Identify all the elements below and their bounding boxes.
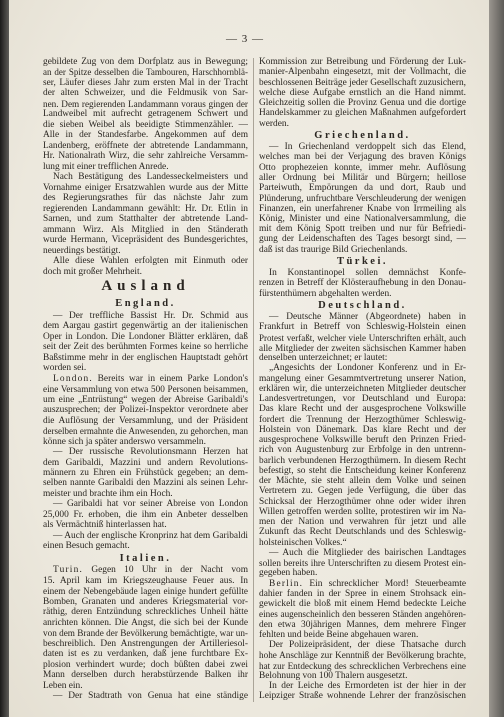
text-line: Plünderung, unfruchtbare Verschleuderung der wenigen (259, 193, 466, 204)
text-line: denselben unterzeichnet; er lautet: (259, 353, 388, 364)
text-line: sollen bereits ihre Unterschriften zu diesem Protest ein- (259, 558, 466, 569)
text-line: Protest verfaßt, welcher viele Unterschriften erhält, auch (259, 332, 466, 343)
text-line: beschlossenen Beiträge jeder Gesellschaft zuzusichern, (259, 77, 466, 88)
text-line: Schicksal der Herzogthümer ohne oder wider ihren (259, 496, 466, 507)
dateline: Turin. (53, 565, 84, 576)
text-line: beschreiblich. Den Anstrengungen der Artilleriesol- (43, 638, 248, 649)
text-line: Otto prophezeien konnte, immer mehr. Auflösung (259, 162, 466, 173)
text-line: werden. (259, 118, 289, 129)
text-line: ser, Läufer dieses Jahr zum ersten Mal in der Tracht (43, 77, 248, 88)
text-line: seit der Zeit des berühmten Formes keine so herrliche (43, 342, 248, 353)
text-line: Belohnung von 100 Thalern ausgesetzt. (259, 670, 408, 681)
article-paragraph (259, 268, 466, 299)
text-line: renzen in Betreff der Klösteraufhebung in den Donau- (259, 278, 466, 289)
text-line: Leipziger Straße wohnende Lehrer der französischen (259, 691, 466, 702)
text-line: König, Minister und eine Nationalversammlung, die (259, 213, 466, 224)
text-line: alle Mitglieder der zweiten sächsischen Kammer haben (259, 342, 466, 353)
article-paragraph (43, 172, 248, 256)
text-line: mit dem König Spott treiben und nur für Befriedi- (259, 224, 466, 235)
text-line (43, 565, 248, 575)
text-line: könne sich ja später anderswo versammeln. (43, 436, 206, 447)
text-line: befestigt, so steht die Entscheidung keiner Konferenz (259, 465, 466, 476)
text-line: fordert die Trennung der Herzogthümer Schleswig- (259, 414, 466, 425)
text-line: — Deutsche Männer (Abgeordnete) haben in (269, 312, 466, 323)
text-line: meister und brachte ihm ein Hoch. (43, 488, 173, 499)
text-line: den etwa 30jährigen Mannes, dem mehrere Finger (259, 619, 466, 630)
text-line: — Der russische Revolutionsmann Herzen hat (53, 447, 248, 458)
text-line: an der Spitze desselben die Tambouren, Harschhornblä- (43, 67, 248, 78)
article-paragraph (43, 691, 248, 701)
text-line: nen. Dem regierenden Landammann voraus gingen der (43, 98, 248, 109)
text-line: Sarnen, und zum Statthalter der abtretende Land- (43, 214, 248, 225)
column-rule (253, 58, 254, 702)
text-line: der Mächte, sie steht allein dem Volke und seinen (259, 476, 466, 487)
article-paragraph (259, 142, 466, 255)
right-column (259, 57, 466, 702)
text-line: doch mit großer Mehrheit. (43, 266, 142, 277)
text-line: die sieben Weibel als beeidigte Stimmenzähler. — (43, 119, 248, 130)
text-line: Mann derselben durch herabstürzende Balken ihr (43, 670, 248, 681)
article-paragraph (43, 57, 248, 172)
text-line: In der Leiche des Ermordeten ist der hier in der (269, 681, 466, 692)
text-line: manier-Alpenbahn eingesetzt, mit der Vollmacht, die (259, 67, 466, 78)
text-line: Landweibel mit aufrecht getragenem Schwert und (43, 109, 248, 120)
text-line: eine Versammlung von etwa 500 Personen beisammen, (43, 384, 248, 395)
article-paragraph (259, 579, 466, 641)
text-line: — Auch die Mitglieder des bairischen Landtages (269, 547, 466, 558)
line-text: Gegen 10 Uhr in der Nacht vom (91, 565, 248, 576)
text-line (259, 579, 466, 589)
text-line: Vertretern zu. Gegen jede Verfügung, die über das (259, 486, 466, 497)
article-paragraph (43, 565, 248, 691)
text-line: einem der Nebengebäude lagen einige hundert gefüllte (43, 586, 248, 597)
text-line: Nach Bestätigung des Landesseckelmeisters und (53, 172, 248, 183)
text-line: Bomben, Granaten und anderes Kriegsmaterial vor- (43, 596, 248, 607)
article-paragraph (259, 363, 466, 548)
text-line: welche diese Aufgabe ernstlich an die Hand nimmt. (259, 87, 466, 98)
scan-edge-left (0, 0, 9, 717)
text-line: — Der treffliche Bassist Hr. Dr. Schmid aus (53, 310, 248, 321)
text-line: Der Polizeipräsident, der diese Thatsache durch (269, 640, 466, 651)
text-line: plosion verhindert wurde; doch büßten dabei zwei (43, 659, 248, 670)
text-line: Willen getroffen werden sollte, protestiren wir im Na- (259, 506, 466, 517)
article-paragraph (259, 640, 466, 681)
text-line: gewickelt die bloß mit einem Hemd bedeckte Leiche (259, 599, 466, 610)
text-line: gebildete Zug von dem Dorfplatz aus in Bewegung; (43, 57, 248, 67)
article-paragraph (43, 447, 248, 499)
article-paragraph (259, 548, 466, 579)
text-line (43, 374, 248, 384)
text-line: regierenden Landammann gewählt: Hr. Dr. Etlin in (43, 203, 248, 214)
text-line: daß ist das traurige Bild Griechenlands. (259, 244, 408, 255)
text-line: als Vermächtniß hinterlassen hat. (43, 520, 167, 531)
dateline: Berlin. (269, 578, 304, 589)
text-line: dem Aargau gastirt gegenwärtig an der italienischen (43, 321, 248, 332)
text-line: gung der Leidenschaften des Tages besorgt sind, — (259, 234, 466, 245)
text-line: Landenberg, eröffnete der abtretende Landammann, (43, 140, 248, 151)
text-line: worden sei. (43, 363, 87, 374)
text-line: Landesvertretungen, vor Deutschland und Europa: (259, 394, 466, 405)
text-line: Kommission zur Betreibung und Förderung der Luk- (259, 57, 466, 67)
scan-edge-right (489, 0, 504, 717)
text-line: Hr. Nationalrath Wirz, die sehr zahlreiche Versamm- (43, 151, 248, 162)
text-line: — Auch der englische Kronprinz hat dem Garibaldi (53, 530, 248, 541)
text-line: die Auflösung der Versammlung, und der Präsident (43, 415, 248, 426)
text-line: räthig, deren Entzündung schreckliches Unheil hätte (43, 607, 248, 618)
article-paragraph (43, 374, 248, 447)
text-line: derselben ermahnte die Anwesenden, zu gehorchen, man (43, 426, 248, 437)
text-line: In Konstantinopel sollen demnächst Konfe- (269, 268, 466, 279)
text-line: gegeben haben. (259, 568, 318, 579)
text-line: Baßstimme mehr in der englischen Hauptstadt gehört (43, 352, 248, 363)
article-paragraph (259, 57, 466, 129)
text-line: ausgesprochene Volkswille beruft den Prinzen Fried- (259, 435, 466, 446)
text-line: einen Besuch gemacht. (43, 541, 130, 552)
text-line: mangelung einer Gesammtvertretung unserer Nation, (259, 373, 466, 384)
article-paragraph (259, 681, 466, 702)
text-line: um eine „Entrüstung“ wegen der Abreise Garibaldi's (43, 394, 248, 405)
text-line: — In Griechenland verdoppelt sich das Elend, (269, 142, 466, 153)
text-line: Handelskammer zu gleichen Maßnahmen aufgefordert (259, 108, 466, 119)
country-heading: Griechenland. (314, 129, 411, 141)
text-line: Frankfurt in Betreff von Schleswig-Holstein einen (259, 322, 466, 333)
country-heading: Italien. (119, 552, 172, 564)
text-line: von dem Brande der Bevölkerung bemächtigte, war un- (43, 628, 248, 639)
text-line: hohe Anschläge zur Kenntniß der Bevölkerung brachte, (259, 650, 466, 661)
text-line: erklären wir, die unterzeichneten Mitglieder deutscher (259, 383, 466, 394)
text-line: Oper in London. Die Londoner Blätter erklären, daß (43, 331, 248, 342)
text-line: „Angesichts der Londoner Konferenz und in Er- (269, 363, 466, 374)
article-paragraph (259, 312, 466, 363)
text-line: auszusprechen; der Polizei-Inspektor verordnete aber (43, 405, 248, 416)
left-column (43, 57, 248, 702)
text-line: 25,000 Fr. erhoben, die ihm ein Anbeter desselben (43, 509, 248, 520)
text-line: rich von Augustenburg zur Erbfolge in den untrenn- (259, 445, 466, 456)
text-line: Holstein von Dänemark. Das klare Recht und der (259, 424, 466, 435)
text-line: men der Nation und verwahren für jetzt und alle (259, 517, 466, 528)
text-line: dem Garibaldi, Mazzini und andern Revolutions- (43, 457, 248, 468)
text-line: Alle diese Wahlen erfolgten mit Einmuth oder (53, 256, 248, 267)
country-heading: Deutschland. (318, 299, 407, 311)
dateline: London. (53, 373, 93, 384)
country-heading: Türkei. (336, 255, 389, 267)
article-paragraph (43, 256, 248, 277)
section-heading: Ausland (101, 278, 190, 295)
country-heading: England. (115, 298, 176, 310)
text-line: Gleichzeitig sollen die Provinz Genua und die dortige (259, 98, 466, 108)
text-line: neuerdings bestätigt. (43, 245, 121, 256)
text-line: fehlten und beide Beine abgehauen waren. (259, 629, 419, 640)
text-line: daten ist es zu verdanken, daß jene furchtbare Ex- (43, 649, 248, 660)
text-line: Parteiwuth, Empörungen da und dort, Raub und (259, 183, 466, 194)
text-line: Alle in der Standesfarbe. Angekommen auf dem (43, 130, 248, 141)
text-line: welches man bei der Verjagung des braven Königs (259, 152, 466, 163)
text-line: der alten Schweizer, und die Feldmusik von Sar- (43, 88, 248, 99)
text-line: Vornahme einiger Ersatzwahlen wurde aus der Mitte (43, 182, 248, 193)
text-line: barlich verbundenen Herzogthümern. In diesem Recht (259, 455, 466, 466)
text-line: holsteinischen Volkes.“ (259, 537, 347, 548)
text-line: 15. April kam im Kriegszeughause Feuer aus. In (43, 575, 248, 586)
text-line: Finanzen, ein unerfahrener Knabe von Irrmeiling als (259, 203, 466, 214)
text-line: ammann Wirz. Als Mitglied in den Ständerath (43, 224, 248, 235)
text-line: Zukunft das Recht Deutschlands und des Schleswig- (259, 527, 466, 538)
text-line: lung mit einer trefflichen Anrede. (43, 161, 169, 172)
text-line: dahier fanden in der Spree in einem Strohsack ein- (259, 588, 466, 599)
text-line: aller Ordnung bei Militär und Bürgern; heillose (259, 172, 466, 183)
text-line: eines augenscheinlich den besseren Ständen angehören- (259, 609, 466, 620)
article-paragraph (43, 531, 248, 552)
text-line: wurde Hermann, Vicepräsident des Bundesgerichtes, (43, 235, 248, 246)
text-line: männern zu Ehren ein Frühstück gegeben; an dem- (43, 467, 248, 478)
text-line: — Der Stadtrath von Genua hat eine ständige (53, 691, 248, 702)
line-text: Ein schrecklicher Mord! Steuerbeamte (309, 578, 466, 589)
page-number: — 3 — (226, 33, 264, 45)
text-line: hat zur Entdeckung des schrecklichen Verbrechens eine (259, 660, 466, 671)
text-line: selben nannte Garibaldi den Mazzini als seinen Lehr- (43, 478, 248, 489)
line-text: Bereits war in einem Parke London's (97, 373, 248, 384)
article-paragraph (43, 311, 248, 374)
text-line: des Regierungsrathes für das nächste Jahr zum (43, 193, 248, 204)
text-line: fürstenthümern abgehalten werden. (259, 288, 392, 299)
text-line: Das klare Recht und der ausgesprochene Volkswille (259, 404, 466, 415)
text-line: — Garibaldi hat vor seiner Abreise von London (53, 499, 248, 510)
text-line: Leben ein. (43, 680, 83, 691)
article-paragraph (43, 499, 248, 530)
text-line: anrichten können. Die Angst, die sich bei der Kunde (43, 617, 248, 628)
